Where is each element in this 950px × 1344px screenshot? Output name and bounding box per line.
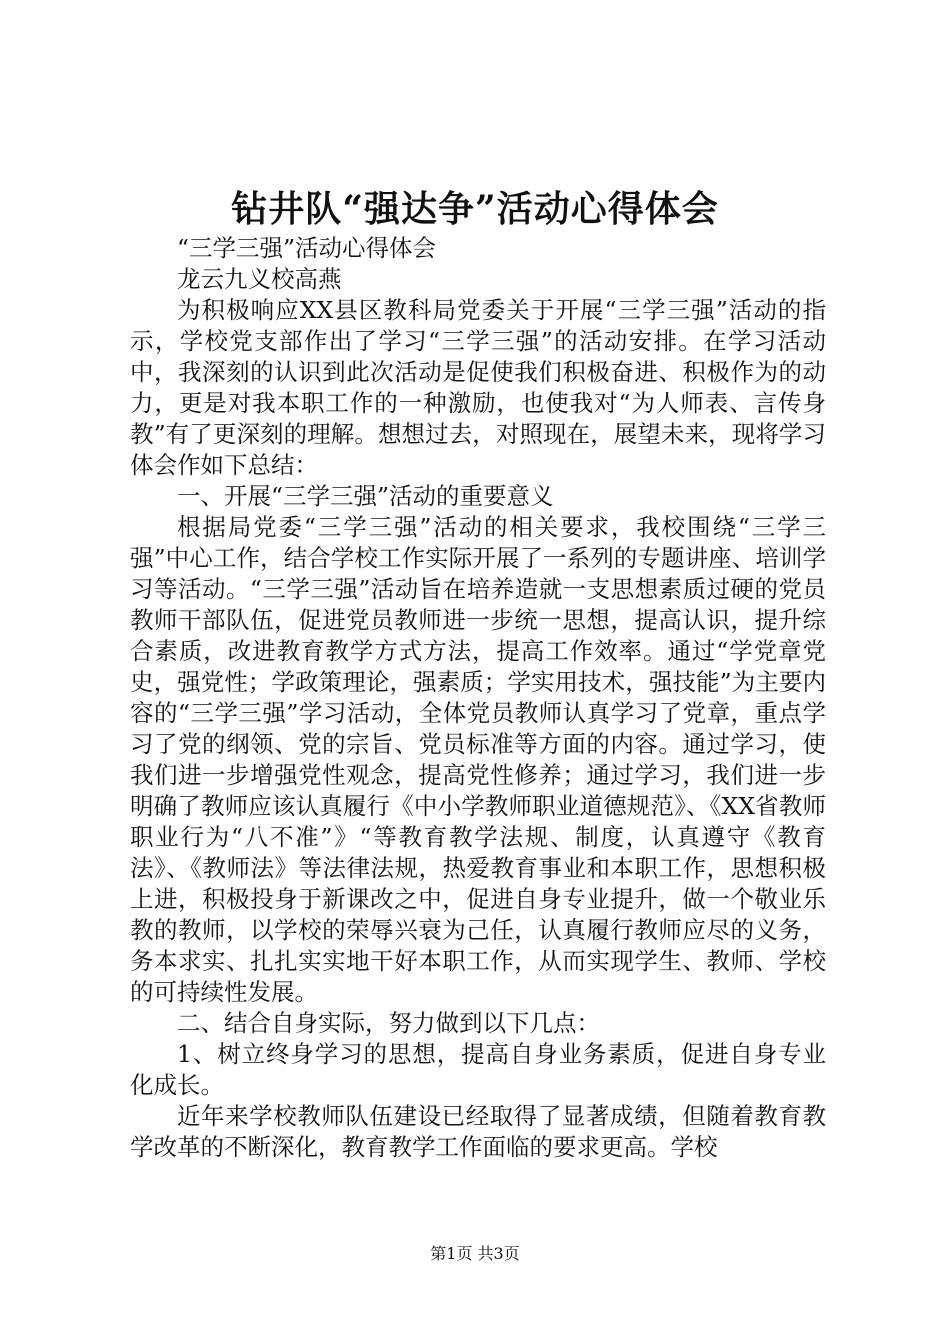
- section-heading-2: 二、结合自身实际，努力做到以下几点：: [177, 1009, 600, 1037]
- document-title: 钻井队“强达争”活动心得体会: [231, 188, 719, 230]
- list-item-1: 1、树立终身学习的思想，提高自身业务素质，促进自身专业化成长。: [130, 1040, 826, 1099]
- body-paragraph: 近年来学校教师队伍建设已经取得了显著成绩，但随着教育教学改革的不断深化，教育教学工作面临的要求更高。学校: [130, 1102, 826, 1161]
- section-heading-1: 一、开展“三学三强”活动的重要意义: [177, 482, 554, 510]
- page-footer: 第1页 共3页: [430, 1244, 520, 1263]
- author-paragraph: 龙云九义校高燕: [177, 265, 342, 293]
- intro-paragraph: 为积极响应XX县区教科局党委关于开展“三学三强”活动的指示，学校党支部作出了学习“三学三强”的活动安排。在学习活动中，我深刻的认识到此次活动是促使我们积极奋进、积极作为的动力，更是对我本职工作的一种激励，也使我对“为人师表、言传身教”有了更深刻的理解。想想过去，对照现在，展望未来，现将学习体会作如下总结：: [130, 296, 826, 479]
- body-paragraph: 根据局党委“三学三强”活动的相关要求，我校围绕“三学三强”中心工作，结合学校工作实际开展了一系列的专题讲座、培训学习等活动。“三学三强”活动旨在培养造就一支思想素质过硬的党员教师干部队伍，促进党员教师进一步统一思想，提高认识，提升综合素质，改进教育教学方式方法，提高工作效率。通过“学党章党史，强党性；学政策理论，强素质；学实用技术，强技能”为主要内容的“三学三强”学习活动，全体党员教师认真学习了党章，重点学习了党的纲领、党的宗旨、党员标准等方面的内容。通过学习，使我们进一步增强党性观念，提高党性修养；通过学习，我们进一步明确了教师应该认真履行《中小学教师职业道德规范》、《XX省教师职业行为“八不准”》“等教育教学法规、制度，认真遵守《教育法》、《教师法》等法律法规，热爱教育事业和本职工作，思想积极上进，积极投身于新课改之中，促进自身专业提升，做一个敬业乐教的教师，以学校的荣辱兴衰为己任，认真履行教师应尽的义务，务本求实、扎扎实实地干好本职工作，从而实现学生、教师、学校的可持续性发展。: [130, 513, 826, 1006]
- subtitle-paragraph: “三学三强”活动心得体会: [177, 234, 437, 262]
- document-body: [130, 233, 826, 1163]
